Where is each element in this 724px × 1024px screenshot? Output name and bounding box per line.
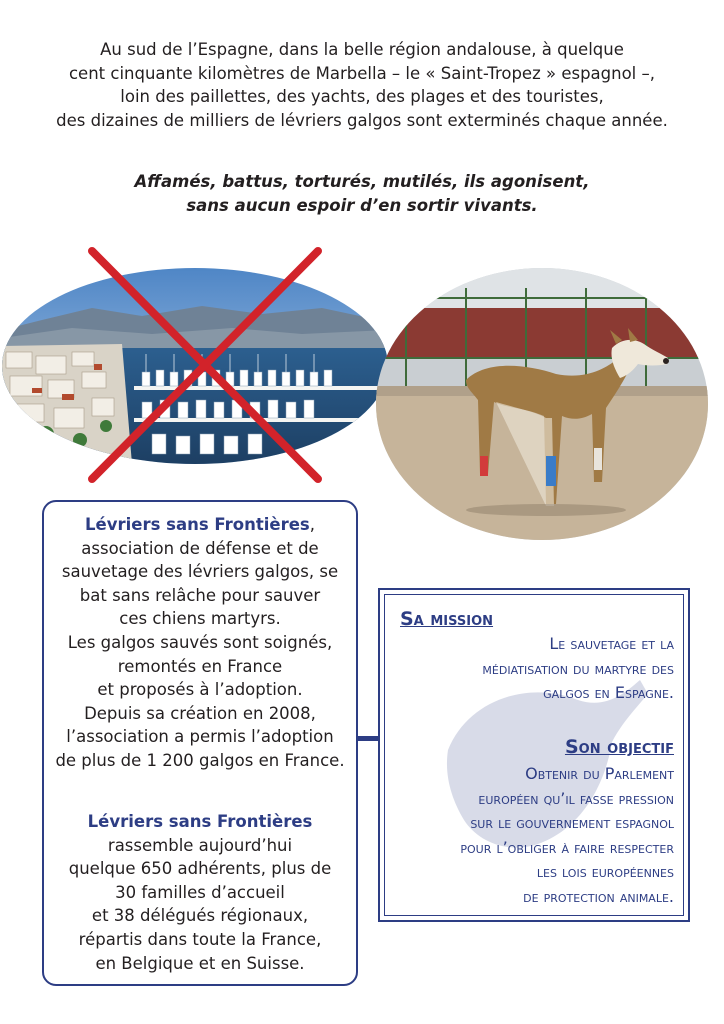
association-line: rassemble aujourd’hui [107, 835, 293, 855]
association-line: 30 familles d’accueil [115, 882, 285, 902]
tagline-line: Affamés, battus, torturés, mutilés, ils agonisent, [134, 172, 590, 191]
association-line: l’association a permis l’adoption [66, 727, 334, 747]
association-name-suffix: , [309, 515, 315, 534]
box-connector [358, 736, 380, 741]
mission-title: Sa mission [400, 608, 494, 630]
intro-line: loin des paillettes, des yachts, des plages et des touristes, [120, 87, 604, 106]
intro-paragraph [20, 38, 704, 132]
objective-line: les lois européennes [536, 862, 674, 881]
galgo-dog-photo [376, 268, 708, 540]
association-line: de plus de 1 200 galgos en France. [55, 750, 345, 770]
association-name-line [44, 513, 356, 537]
association-line: association de défense et de [81, 538, 319, 558]
intro-line: Au sud de l’Espagne, dans la belle région andalouse, à quelque [100, 40, 624, 59]
red-cross-icon [80, 245, 330, 485]
objective-title: Son objectif [564, 736, 674, 758]
association-line: sauvetage des lévriers galgos, se [61, 562, 339, 582]
association-line: ces chiens martyrs. [119, 609, 281, 629]
intro-line: cent cinquante kilomètres de Marbella – le « Saint-Tropez » espagnol –, [68, 63, 656, 83]
association-line: Les galgos sauvés sont soignés, [67, 632, 333, 652]
mission-box [378, 588, 690, 922]
association-intro [44, 513, 356, 773]
objective-text [460, 762, 674, 909]
mission-line: Le sauvetage et la [549, 634, 674, 653]
mission-line: médiatisation du martyre des [482, 658, 674, 678]
association-name: Lévriers sans Frontières [85, 515, 310, 534]
galgo-dog-illustration [376, 268, 708, 540]
intro-line: des dizaines de milliers de lévriers galgos sont exterminés chaque année. [56, 110, 668, 130]
association-line: répartis dans toute la France, [78, 929, 322, 949]
tagline-line: sans aucun espoir d’en sortir vivants. [186, 195, 538, 215]
association-info-box [42, 500, 358, 986]
association-line: quelque 650 adhérents, plus de [68, 859, 332, 879]
association-line: en Belgique et en Suisse. [95, 953, 305, 973]
association-line: remontés en France [117, 656, 283, 676]
objective-line: européen qu’il fasse pression [478, 788, 674, 808]
objective-line: Obtenir du Parlement [525, 764, 674, 783]
objective-line: pour l’obliger à faire respecter [460, 837, 674, 857]
objective-line: de protection animale. [523, 886, 674, 906]
mission-line: galgos en Espagne. [543, 683, 674, 702]
association-line: bat sans relâche pour sauver [79, 585, 321, 605]
mission-text [482, 632, 674, 706]
association-name: Lévriers sans Frontières [87, 812, 313, 831]
association-line: et 38 délégués régionaux, [91, 906, 309, 926]
association-line: et proposés à l’adoption. [97, 680, 303, 700]
association-line: Depuis sa création en 2008, [84, 703, 316, 723]
association-members [44, 810, 356, 975]
tagline [20, 170, 704, 217]
objective-line: sur le gouvernement espagnol [470, 813, 674, 832]
